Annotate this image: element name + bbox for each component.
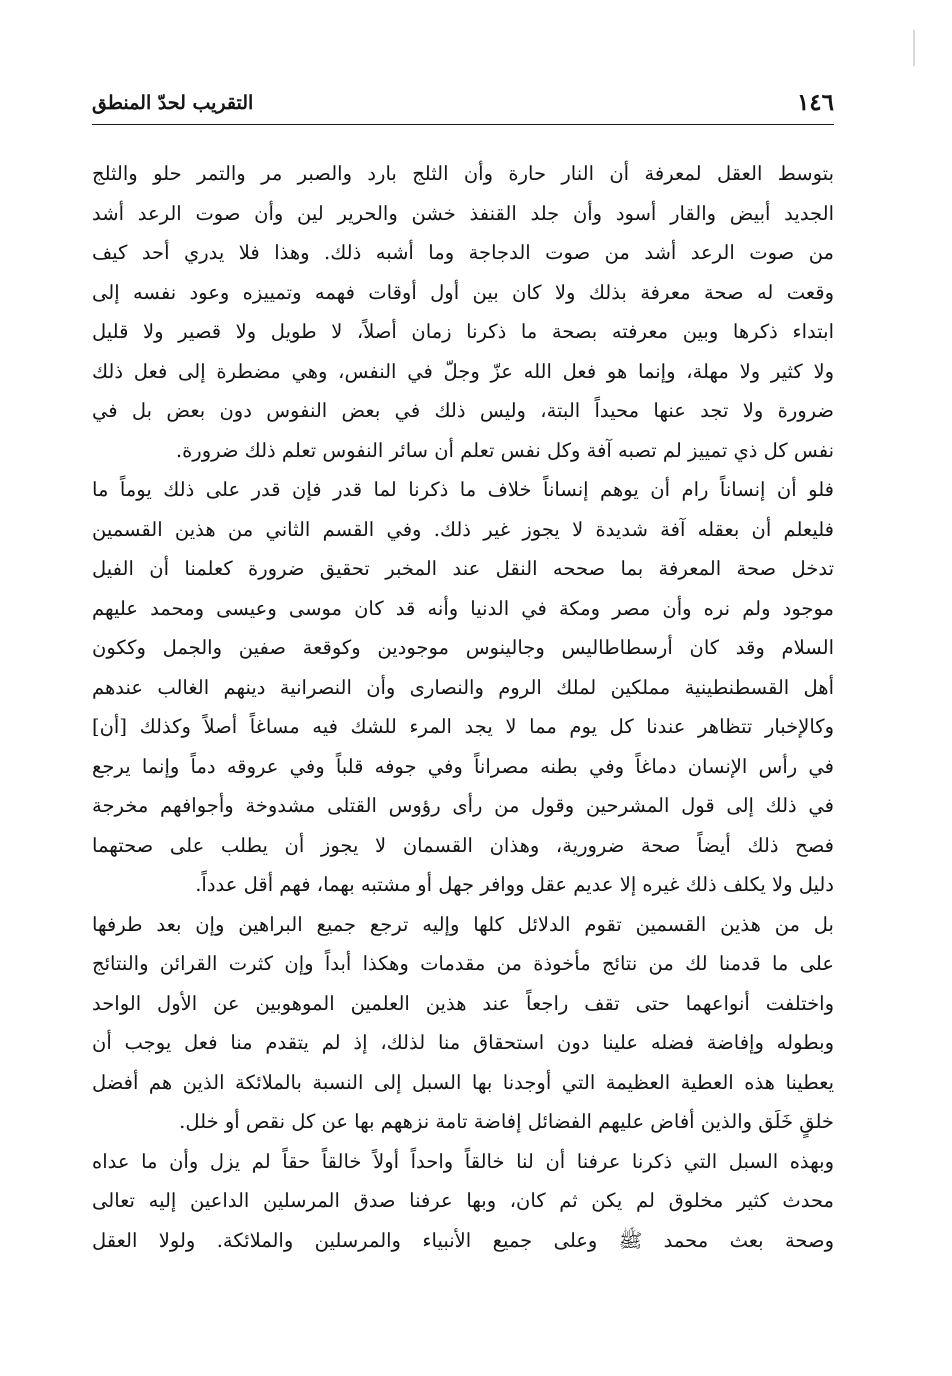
text-line: واختلفت أنواعهما حتى تقف راجعاً عند هذين العلمين الموهوبين عن الأول الواحد <box>92 991 834 1015</box>
text-line: ابتداء ذكرها وبين معرفته بصحة ما ذكرنا زمان أصلاً، لا طويل ولا قصير ولا قليل <box>92 320 834 343</box>
text-line: الجديد أبيض والقار أسود وأن جلد القنفذ خشن والحرير لين وأن صوت الرعد أشد <box>92 201 834 225</box>
text-line: بتوسط العقل لمعرفة أن النار حارة وأن الثلج بارد والصبر مر والتمر حلو والثلج <box>92 162 834 185</box>
text-line: خلقٍ خَلَق والذين أفاض عليهم الفضائل إفاضة تامة نزههم بها عن كل نقص أو خلل. <box>179 1110 834 1133</box>
running-title: التقريب لحدّ المنطق <box>92 92 254 114</box>
text-line: فلو أن إنساناً رام أن يوهم إنساناً خلاف ما ذكرنا لما قدر فإن قدر على ذلك يوماً ما <box>92 478 834 501</box>
text-line: في رأس الإنسان دماغاً وفي بطنه مصراناً وفي جوفه قلباً وفي عروقه دماً وإنما يرجع <box>92 754 834 778</box>
text-line: وبطوله وإفاضة فضله علينا دون استحقاق منا لذلك، إذ لم يتقدم منا فعل يوجب أن <box>92 1031 834 1054</box>
page-header <box>92 88 834 125</box>
text-line: محدث كثير مخلوق لم يكن ثم كان، وبها عرفنا صدق المرسلين الداعين إليه تعالى <box>92 1189 834 1212</box>
text-line: من صوت الرعد أشد من صوت الدجاجة وما أشبه ذلك. وهذا فلا يدري أحد كيف <box>92 241 834 264</box>
text-line: وبهذه السبل التي ذكرنا عرفنا أن لنا خالقاً واحداً أولاً خالقاً حقاً لم يزل وأن ما عداه <box>92 1149 834 1173</box>
page-number: ١٤٦ <box>796 89 834 116</box>
text-line: تدخل صحة المعرفة بما صححه النقل عند المخبر تحقيق ضرورة كعلمنا أن الفيل <box>92 557 834 580</box>
text-line: فصح ذلك أيضاً صحة ضرورية، وهذان القسمان لا يجوز أن يطلب على صحتهما <box>92 833 834 857</box>
text-line: وكالإخبار تتظاهر عندنا كل يوم مما لا يجد المرء للشك فيه مساغاً أصلاً وكذلك [أن] <box>92 715 834 738</box>
text-line: في ذلك إلى قول المشرحين وقول من رأى رؤوس القتلى مشدوخة وأجوافهم مخرجة <box>92 794 834 817</box>
text-line: ولا كثير ولا مهلة، وإنما هو فعل الله عزّ وجلّ في النفس، وهي مضطرة إلى فعل ذلك <box>92 359 834 383</box>
text-line: دليل ولا يكلف ذلك غيره إلا عديم عقل ووافر جهل أو مشتبه بهما، فهم أقل عدداً. <box>195 873 834 896</box>
body-text <box>92 154 834 1260</box>
text-line: السلام وقد كان أرسطاطاليس وجالينوس موجودين وكوقعة صفين والجمل وككون <box>92 636 834 659</box>
text-line: فليعلم أن بعقله آفة شديدة لا يجوز غير ذلك. وفي القسم الثاني من هذين القسمين <box>92 517 834 541</box>
text-line: وقعت له صحة معرفة بذلك ولا كان بين أول أوقات فهمه وتمييزه وعود نفسه إلى <box>92 280 834 304</box>
text-line: موجود ولم نره وأن مصر ومكة في الدنيا وأنه قد كان موسى وعيسى ومحمد عليهم <box>92 596 834 620</box>
text-line: نفس كل ذي تمييز لم تصبه آفة وكل نفس تعلم أن سائر النفوس تعلم ذلك ضرورة. <box>175 438 834 462</box>
text-line: أهل القسطنطينية مملكين لملك الروم والنصارى وأن النصرانية دينهم الغالب عندهم <box>92 675 834 699</box>
text-line: يعطينا هذه العطية العظيمة التي أوجدنا بها السبل إلى النسبة بالملائكة الذين هم أفضل <box>92 1070 834 1094</box>
text-line: وصحة بعث محمد ﷺ وعلى جميع الأنبياء والمرسلين والملائكة. ولولا العقل <box>92 1228 834 1252</box>
text-line: ضرورة ولا تجد عنها محيداً البتة، وليس ذلك في بعض النفوس دون بعض بل في <box>92 399 834 422</box>
text-line: على ما قدمنا لك من نتائج مأخوذة من مقدمات وهكذا أبداً وإن كثرت القرائن والنتائج <box>92 952 834 975</box>
scan-margin-mark <box>913 30 915 66</box>
text-line: بل من هذين القسمين تقوم الدلائل كلها وإليه ترجع جميع البراهين وإن بعد طرفها <box>92 912 834 936</box>
